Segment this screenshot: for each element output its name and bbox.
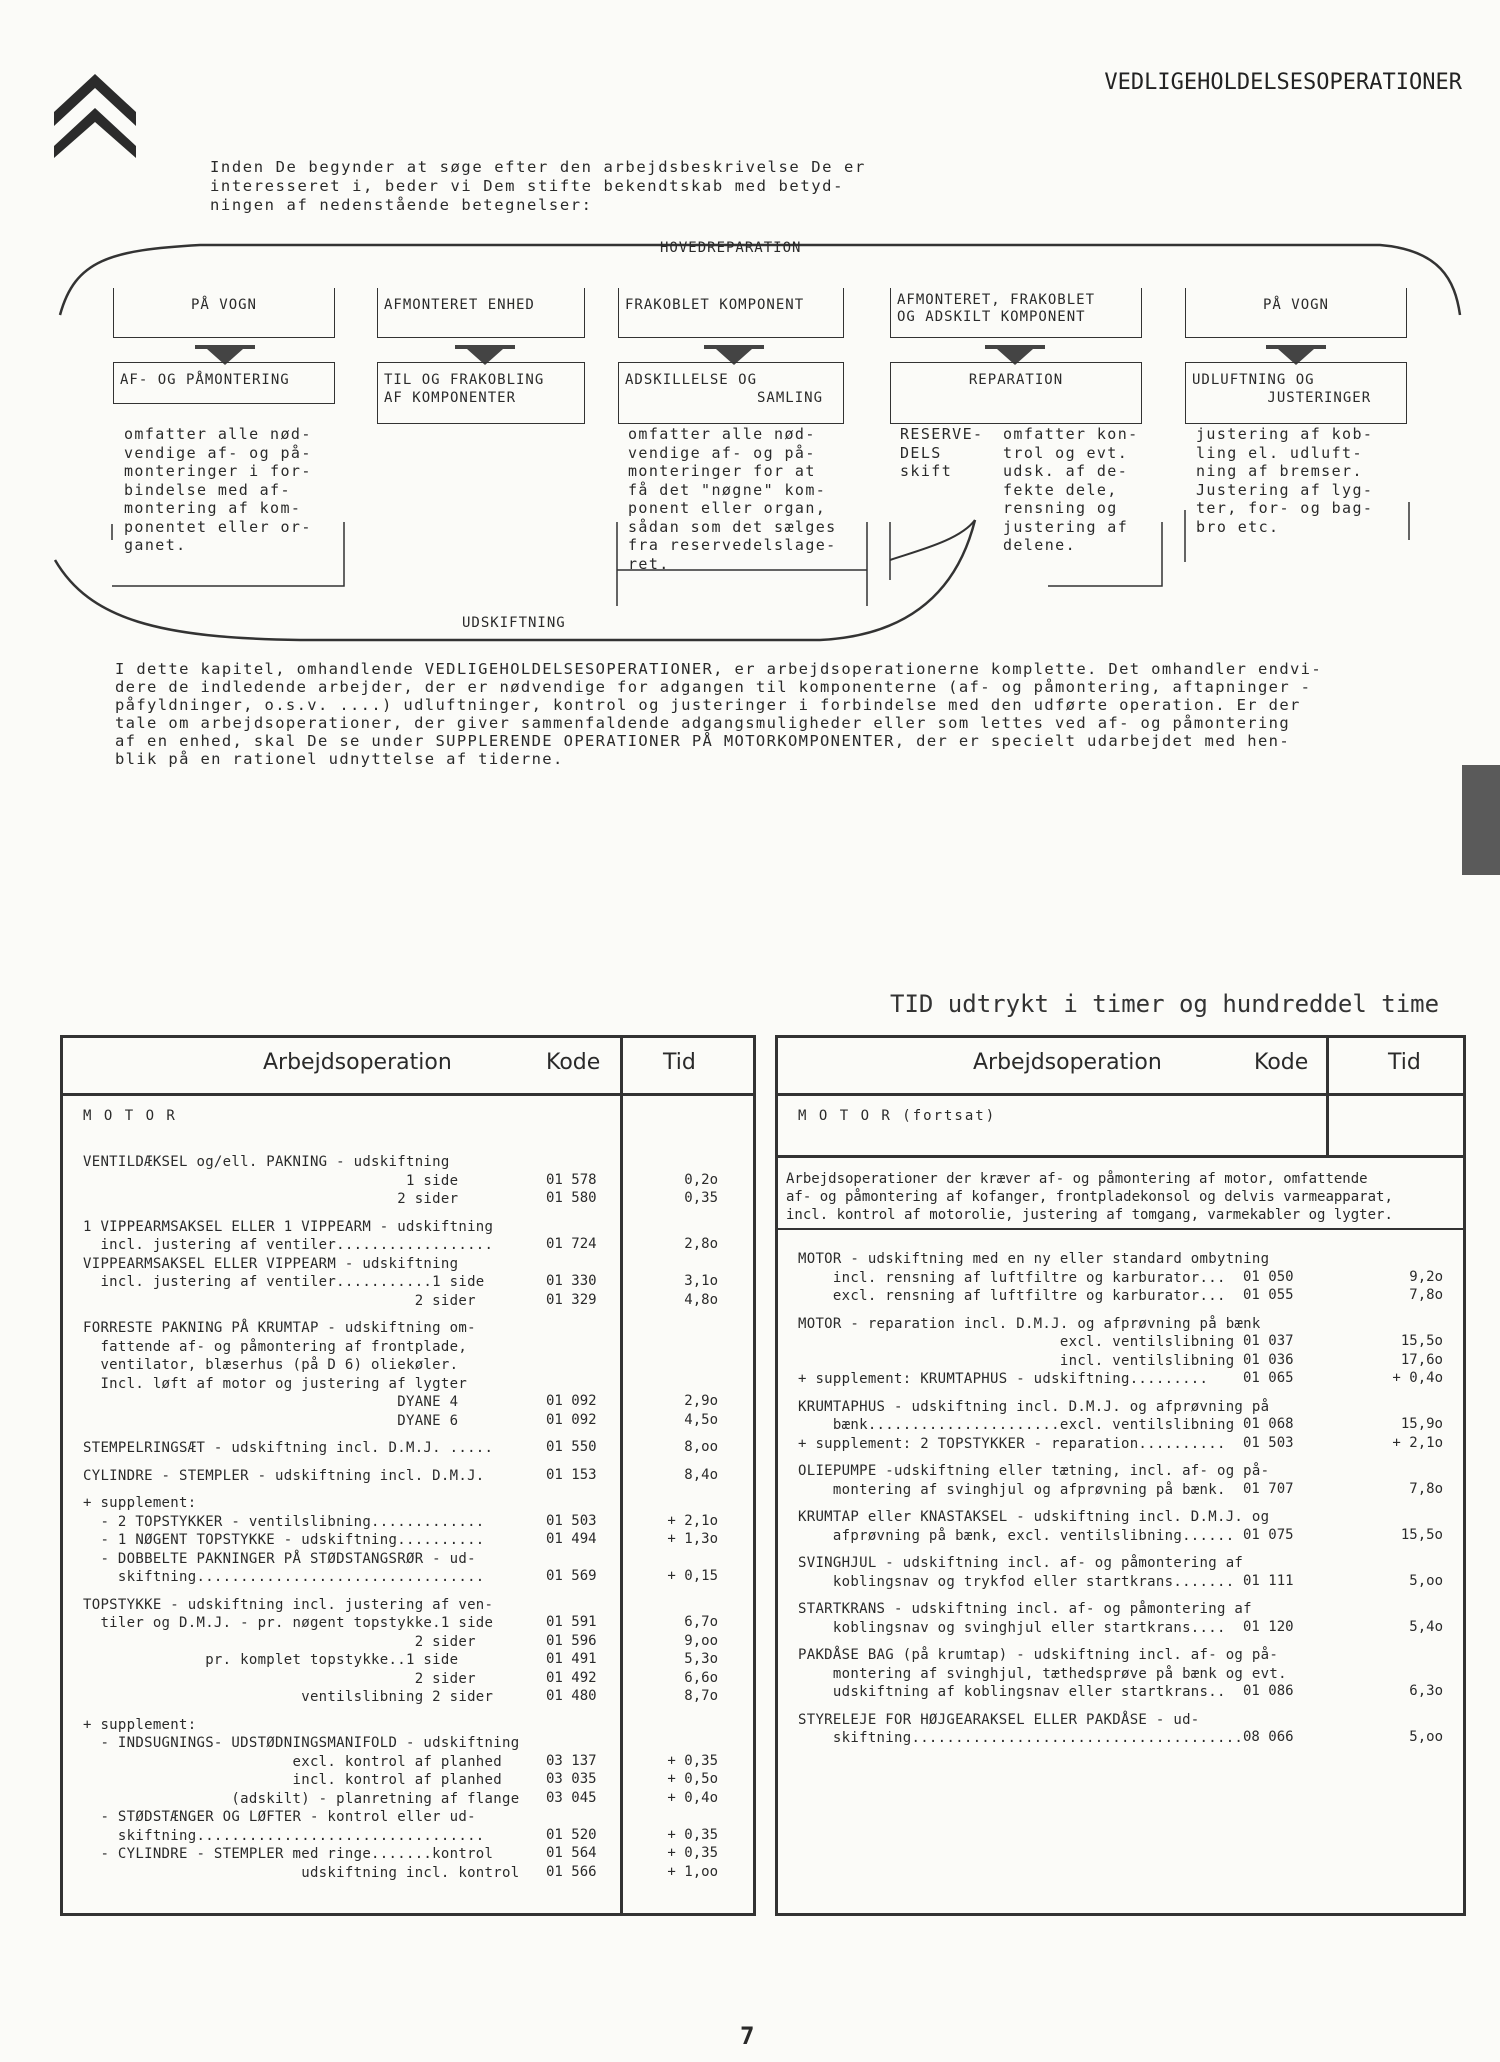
operation-time: 6,6o (684, 1669, 718, 1686)
header-time: Tid (663, 1050, 696, 1075)
bottom-box-5 (1185, 362, 1407, 424)
bottom-box-4 (890, 362, 1142, 424)
operation-code: 01 153 (546, 1466, 597, 1483)
header-operation: Arbejdsoperation (973, 1050, 1162, 1075)
operation-time: + 0,4o (1392, 1370, 1443, 1386)
operation-time: 15,5o (1400, 1526, 1443, 1543)
table-row: PAKDÅSE BAG (på krumtap) - udskiftning incl. af- og på- (798, 1647, 1279, 1663)
operation-time: 15,5o (1400, 1333, 1443, 1349)
top-label: HOVEDREPARATION (660, 240, 802, 256)
operation-code: 08 066 (1243, 1729, 1294, 1745)
operation-code: 01 480 (546, 1688, 597, 1704)
chapter-paragraph: I dette kapitel, omhandlende VEDLIGEHOLDELSESOPERATIONER, er arbejdsoperationerne komplette. Det omhandler endvi- dere de indledende arbejder, der er nødvendige for adgangen til komponenterne (af- og påmontering, aftapninger - påfyldninger, o.s.v. ....) udluftninger, kontrol og justeringer i forbindelse med den udførte operation. Er der tale om arbejdsoperationer, der giver sammenfaldende adgangsmuligheder eller som lettes ved af- og påmontering af en enhed, skal De se under SUPPLERENDE OPERATIONER PÅ MOTORKOMPONENTER, der er specielt udarbejdet med hen- blik på en rationel udnyttelse af tiderne. (115, 660, 1323, 768)
header-code: Kode (546, 1050, 601, 1075)
operation-code: 01 329 (546, 1291, 597, 1308)
operation-code: 01 330 (546, 1273, 597, 1289)
right-intro-line: Arbejdsoperationer der kræver af- og påmontering af motor, omfattende (786, 1171, 1368, 1187)
table-row: 1 side (83, 1172, 459, 1189)
operation-code: 01 564 (546, 1845, 597, 1861)
operation-code: 01 503 (1243, 1434, 1294, 1451)
table-row: MOTOR - udskiftning med en ny eller standard ombytning (798, 1251, 1270, 1267)
right-intro-line: incl. kontrol af motorolie, justering af tomgang, varmekabler og lygter. (786, 1207, 1393, 1223)
top-box-2 (377, 288, 585, 338)
bottom-box-1 (113, 362, 335, 404)
operation-time: 3,1o (684, 1273, 718, 1289)
table-row: + supplement: 2 TOPSTYKKER - reparation.......... (798, 1435, 1226, 1452)
page-tab-marker (1462, 765, 1500, 875)
operation-time: 8,7o (684, 1688, 718, 1704)
table-row: ventilator, blæserhus (på D 6) oliekøler. (83, 1357, 459, 1373)
table-row: skiftning................................. (83, 1569, 485, 1585)
table-row: + supplement: (83, 1495, 197, 1511)
table-row: koblingsnav og trykfod eller startkrans....... (798, 1573, 1235, 1590)
operation-code: 01 492 (546, 1669, 597, 1686)
operation-time: + 0,35 (667, 1752, 718, 1769)
table-row: excl. ventilslibning (798, 1334, 1235, 1350)
operation-code: 01 596 (546, 1632, 597, 1649)
citroen-logo (52, 72, 138, 158)
operation-time: + 0,5o (667, 1771, 718, 1787)
operation-time: 6,3o (1409, 1683, 1443, 1699)
intro-text: Inden De begynder at søge efter den arbejdsbeskrivelse De er interesseret i, beder vi Dem stifte bekendtskab med betyd- ningen af nedenstående betegnelser: (210, 158, 866, 214)
table-row: + supplement: KRUMTAPHUS - udskiftning......... (798, 1371, 1209, 1387)
table-row: CYLINDRE - STEMPLER - udskiftning incl. D.M.J. (83, 1467, 485, 1484)
table-row: 2 sider (83, 1633, 476, 1650)
top-box-label: FRAKOBLET KOMPONENT (625, 297, 805, 313)
table-row: incl. justering af ventiler...........1 side (83, 1274, 485, 1290)
operation-code: 01 578 (546, 1171, 597, 1188)
table-row: koblingsnav og svinghjul eller startkrans.... (798, 1619, 1226, 1636)
table-row: STYRELEJE FOR HØJGEARAKSEL ELLER PAKDÅSE - ud- (798, 1711, 1200, 1728)
table-row: KRUMTAPHUS - udskiftning incl. D.M.J. og afprøvning på (798, 1398, 1270, 1415)
table-row: 2 sider (83, 1191, 459, 1207)
header-time: Tid (1388, 1050, 1421, 1075)
operation-time: 0,35 (684, 1190, 718, 1206)
left-operations-table (60, 1035, 756, 1916)
desc-mounting: omfatter alle nød- vendige af- og på- monteringer i for- bindelse med af- montering af kom- ponentet eller or- ganet. (124, 425, 312, 554)
operation-code: 01 591 (546, 1614, 597, 1630)
bottom-box-label: REPARATION (968, 372, 1064, 388)
bottom-box-label: UDLUFTNING OG JUSTERINGER (1192, 372, 1372, 406)
operation-code: 01 491 (546, 1651, 597, 1667)
table-row: tiler og D.M.J. - pr. nøgent topstykke.1 side (83, 1615, 494, 1631)
table-row: - STØDSTÆNGER OG LØFTER - kontrol eller ud- (83, 1809, 476, 1825)
table-row: afprøvning på bænk, excl. ventilslibning...... (798, 1527, 1235, 1544)
table-row: incl. justering af ventiler.................. (83, 1237, 494, 1253)
operation-time: + 0,35 (667, 1826, 718, 1843)
operation-code: 01 086 (1243, 1683, 1294, 1699)
table-row: - DOBBELTE PAKNINGER PÅ STØDSTANGSRØR - ud- (83, 1550, 476, 1567)
operation-time: 9,oo (684, 1632, 718, 1649)
table-row: - 2 TOPSTYKKER - ventilslibning............. (83, 1513, 485, 1530)
top-box-label: PÅ VOGN (190, 297, 257, 313)
desc-repair: omfatter kon- trol og evt. udsk. af de- fekte dele, rensning og justering af delene. (1003, 425, 1139, 554)
operation-code: 01 569 (546, 1568, 597, 1584)
operation-code: 01 707 (1243, 1480, 1294, 1497)
table-row: excl. kontrol af planhed (83, 1753, 502, 1770)
operation-time: + 0,4o (667, 1789, 718, 1806)
operation-code: 03 137 (546, 1752, 597, 1769)
table-row: udskiftning af koblingsnav eller startkrans.. (798, 1684, 1226, 1700)
operation-time: 8,4o (684, 1466, 718, 1483)
operation-code: 01 075 (1243, 1526, 1294, 1543)
operation-time: + 2,1o (667, 1512, 718, 1529)
table-row: fattende af- og påmontering af frontplade, (83, 1338, 468, 1355)
right-section-title: M O T O R (fortsat) (798, 1108, 997, 1124)
bottom-box-label: ADSKILLELSE OG SAMLING (625, 372, 824, 406)
operation-code: 01 036 (1243, 1351, 1294, 1368)
table-row: 2 sider (83, 1292, 476, 1309)
operation-time: 17,6o (1400, 1351, 1443, 1368)
right-operations-table (775, 1035, 1466, 1916)
table-row: bænk......................excl. ventilslibning (798, 1417, 1235, 1433)
operation-time: + 1,oo (667, 1863, 718, 1880)
table-row: OLIEPUMPE -udskiftning eller tætning, incl. af- og på- (798, 1463, 1270, 1479)
table-row: incl. kontrol af planhed (83, 1772, 502, 1788)
desc-spare-parts: RESERVE- DELS skift (900, 425, 984, 480)
operation-code: 01 068 (1243, 1416, 1294, 1432)
operation-code: 01 065 (1243, 1370, 1294, 1386)
operation-code: 01 520 (546, 1826, 597, 1843)
top-box-3 (618, 288, 844, 338)
time-note: TID udtrykt i timer og hundreddel time (890, 990, 1440, 1018)
table-row: - 1 NØGENT TOPSTYKKE - udskiftning.......... (83, 1532, 485, 1548)
operation-time: 5,oo (1409, 1572, 1443, 1589)
table-row: montering af svinghjul og afprøvning på bænk. (798, 1481, 1226, 1498)
operation-time: 4,5o (684, 1411, 718, 1428)
top-box-1 (113, 288, 335, 338)
operation-time: 2,8o (684, 1236, 718, 1252)
operation-code: 01 037 (1243, 1333, 1294, 1349)
operation-code: 01 494 (546, 1531, 597, 1547)
top-box-5 (1185, 288, 1407, 338)
table-row: 2 sider (83, 1670, 476, 1687)
operation-time: 2,9o (684, 1393, 718, 1409)
operation-code: 03 035 (546, 1771, 597, 1787)
operation-code: 01 092 (546, 1393, 597, 1409)
table-row: (adskilt) - planretning af flange (83, 1790, 520, 1807)
operation-code: 01 050 (1243, 1268, 1294, 1285)
operation-code: 01 111 (1243, 1572, 1294, 1589)
table-row: VENTILDÆKSEL og/ell. PAKNING - udskiftning (83, 1154, 450, 1170)
operation-time: 5,oo (1409, 1729, 1443, 1745)
operation-code: 03 045 (546, 1789, 597, 1806)
table-row: TOPSTYKKE - udskiftning incl. justering af ven- (83, 1596, 494, 1613)
bottom-box-label: AF- OG PÅMONTERING (120, 372, 290, 388)
operation-code: 01 120 (1243, 1618, 1294, 1635)
operation-code: 01 092 (546, 1411, 597, 1428)
section-title: VEDLIGEHOLDELSESOPERATIONER (1104, 70, 1462, 95)
desc-adjustments: justering af kob- ling el. udluft- ning af bremser. Justering af lyg- ter, for- og bag- bro etc. (1196, 425, 1374, 536)
operation-time: 8,oo (684, 1439, 718, 1455)
header-code: Kode (1254, 1050, 1309, 1075)
table-row: udskiftning incl. kontrol (83, 1864, 520, 1881)
operation-code: 01 580 (546, 1190, 597, 1206)
table-row: 1 VIPPEARMSAKSEL ELLER 1 VIPPEARM - udskiftning (83, 1218, 494, 1235)
table-row: incl. ventilslibning (798, 1352, 1235, 1369)
table-row: ventilslibning 2 sider (83, 1689, 494, 1705)
header-operation: Arbejdsoperation (263, 1050, 452, 1075)
table-row: Incl. løft af motor og justering af lygter (83, 1375, 468, 1392)
table-row: skiftning...................................... (798, 1730, 1244, 1746)
bottom-box-2 (377, 362, 585, 424)
table-row: - CYLINDRE - STEMPLER med ringe.......kontrol (83, 1846, 494, 1862)
table-row: montering af svinghjul, tæthedsprøve på bænk og evt. (798, 1665, 1287, 1682)
operation-diagram (0, 220, 1500, 650)
operation-time: + 0,35 (667, 1845, 718, 1861)
top-box-4 (890, 288, 1142, 338)
left-section-title: M O T O R (83, 1108, 177, 1124)
operation-time: 5,3o (684, 1651, 718, 1667)
operation-code: 01 503 (546, 1512, 597, 1529)
operation-time: 7,8o (1409, 1480, 1443, 1497)
table-row: DYANE 4 (83, 1394, 459, 1410)
table-row: pr. komplet topstykke..1 side (83, 1652, 459, 1668)
bottom-box-3 (618, 362, 844, 424)
operation-time: + 2,1o (1392, 1434, 1443, 1451)
table-row: - INDSUGNINGS- UDSTØDNINGSMANIFOLD - udskiftning (83, 1735, 520, 1751)
operation-time: 5,4o (1409, 1618, 1443, 1635)
operation-code: 01 566 (546, 1863, 597, 1880)
right-intro (786, 1170, 1393, 1224)
table-row: KRUMTAP eller KNASTAKSEL - udskiftning incl. D.M.J. og (798, 1509, 1270, 1525)
operation-time: 15,9o (1400, 1416, 1443, 1432)
table-row: SVINGHJUL - udskiftning incl. af- og påmontering af (798, 1555, 1244, 1571)
operation-code: 01 550 (546, 1439, 597, 1455)
table-row: VIPPEARMSAKSEL ELLER VIPPEARM - udskiftning (83, 1255, 459, 1272)
operation-time: 9,2o (1409, 1268, 1443, 1285)
table-row: STARTKRANS - udskiftning incl. af- og påmontering af (798, 1601, 1252, 1617)
operation-time: 7,8o (1409, 1287, 1443, 1303)
bottom-label: UDSKIFTNING (462, 615, 566, 631)
top-box-label: PÅ VOGN (1262, 297, 1329, 313)
operation-time: 0,2o (684, 1171, 718, 1188)
table-row: excl. rensning af luftfiltre og karburator... (798, 1288, 1226, 1304)
table-row: + supplement: (83, 1716, 197, 1733)
desc-disassembly: omfatter alle nød- vendige af- og på- monteringer for at få det "nøgne" kom- ponent eller organ, sådan som det sælges fra reservedelslage- ret. (628, 425, 837, 573)
table-row: DYANE 6 (83, 1412, 459, 1429)
operation-code: 01 724 (546, 1236, 597, 1252)
table-row: skiftning................................. (83, 1827, 485, 1844)
operation-time: + 0,15 (667, 1568, 718, 1584)
table-row: MOTOR - reparation incl. D.M.J. og afprøvning på bænk (798, 1315, 1261, 1332)
top-box-label: AFMONTERET ENHED (384, 297, 535, 313)
operation-time: + 1,3o (667, 1531, 718, 1547)
right-intro-line: af- og påmontering af kofanger, frontpladekonsol og delvis varmeapparat, (786, 1189, 1393, 1205)
table-row: incl. rensning af luftfiltre og karburator... (798, 1269, 1226, 1286)
table-row: STEMPELRINGSÆT - udskiftning incl. D.M.J. ..... (83, 1440, 494, 1456)
top-box-label: AFMONTERET, FRAKOBLET OG ADSKILT KOMPONENT (897, 292, 1096, 325)
page-number: 7 (740, 2022, 755, 2050)
table-row: FORRESTE PAKNING PÅ KRUMTAP - udskiftning om- (83, 1320, 476, 1336)
bottom-box-label: TIL OG FRAKOBLING AF KOMPONENTER (384, 372, 545, 406)
operation-time: 6,7o (684, 1614, 718, 1630)
operation-time: 4,8o (684, 1291, 718, 1308)
operation-code: 01 055 (1243, 1287, 1294, 1303)
